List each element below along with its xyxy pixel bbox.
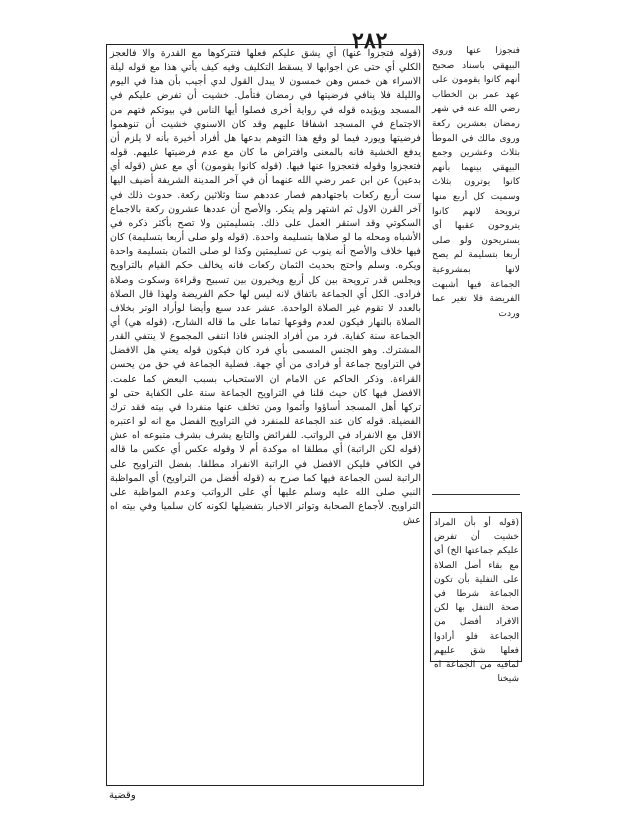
catchword: وقضية bbox=[109, 790, 136, 801]
margin-divider bbox=[432, 494, 520, 495]
margin-lower-note: (قوله أو بأن المراد خشيت أن تفرض عليكم جماعتها الخ) أي مع بقاء أصل الصلاة على النفلية بأن تكون الجماعة شرطا في صحة التنفل بها لكن الافراد أفضل من الجماعة فلو أرادوا فعلها شق عليهم لمافيه من الجماعة اه شيخنا bbox=[434, 518, 519, 685]
margin-upper-text: فنجوزا عنها وروى البيهقي باسناد صحيح أنهم كانوا يقومون على عهد عمر بن الخطاب رضي الله عنه في شهر رمضان بعشرين ركعة وروى مالك في الموطأ بثلاث وعشرين وجمع البيهقي بينهما بأنهم كانوا يوترون بثلاث وسميت كل أربع منها ترويحة لانهم كانوا يتروحون عقبها أي يستريحون ولو صلى أربعا بتسليمة لم يصح لانها بمشروعية الجماعة فيها أشبهت الفريضة فلا تغير عما وردت bbox=[432, 45, 520, 319]
main-commentary-text: (قوله فتجزوا عنها) أي يشق عليكم فعلها فتتركوها مع القدرة والا فالعجز الكلي أي حتى عن اجوابها لا يسقط التكليف وفيه كيف يأتي هذا مع قوله ليلة الاسراء هن خمس وهن خمسون لا يبدل القول لدي أجيب بأن هذا في اليوم والليلة فلا ينافي فرضيتها في رمضان فتأمل. خشيت أن تفرض عليكم في المسجد ويؤيده قوله في رواية أخرى فصلوا أيها الناس في بيوتكم فتهم من الاجتماع في المسجد اشفاقا عليهم وقد كان الاسنوي خشيت أن تنوهموا فرضيتها ويورد فيما لو وقع هذا التوهم بدعها هل أفراد أخيرة بأنه لا يلزم أن يدفع الخشية فانه بالمعنى وافتراض ما كان مع عدم فرضيتها عليهم. قوله فتعجزوا وقوله فتعجزوا عنها فيها. (قوله كانوا يقومون) أي مع عش (قوله أي بدعين) عن ابن عمر رضي الله عنهما أن في آخر المدينة الشريفة أضيف اليها ست أربع ركعات باجتهادهم فصار عددهم ستا وثلاثين ركعة. حدوث ذلك في آخر القرن الاول ثم اشتهر ولم ينكر. والأصح أن عددها عشرون ركعة بالاجماع السكوتي وقد استقر العمل على ذلك. بتسليمتين ولا تصح بأكثر ذكره في الأشباه ومحله ما لو صلاها بتسليمة واحدة. (قوله ولو صلى أربعا بتسليمة) كان فيها خلاف والأصح أنه ينوب عن تسليمتين وكذا لو صلى الثمان بتسليمة واحدة ويكره. وسلم واحتج بحديث الثمان ركعات فانه يخالف حكم القيام بالتراويح ويجلس قدر ترويحة بين كل أربع ويخيرون بين تسبيح وقراءة وسكوت وصلاة فرادى. الكل أي الجماعة باتفاق لانه ليس لها حكم الفريضة ولهذا قال الصلاة بالعدد لا تقوم غير الصلاة الواحدة. عشر عدد سبع وأيضا لوأراد الوتر بخلاف الصلاة بالنهار فيكون لعدم وقوعها تماما على ما قاله الشارح، (قوله هي) أي الجماعة سنة كفاية. فرد من أفراد الجنس فاذا انتفى المجموع لا ينتفي القدر المشترك. وهو الجنس المسمى بأي فرد كان فيكون قوله يعني هل الافضل في التراويح جماعة أو فرادى من أي جهة. فضلية الجماعة في حق من يحسن القراءة. وذكر الحاكم عن الامام ان الاستحباب بسبب البعض كما علمت. الافضل فيها كان حيث قلنا في التراويح الجماعة سنة على الكفاية حتى لو تركها أهل المسجد أساؤوا وأثموا ومن تخلف عنها منفردا في بيته فقد ترك الفضيلة. قوله كان عند الجماعة للمنفرد في التراويح الفضل مع انه لو اعتبره الاقل مع الانفراد في الرواتب. للفرائض والتابع يشرف بشرف متبوعه اه عش (قوله لكن الراتبة) أي مطلقا اه موكدة أم لا وقوله عكس أي عكس ما قاله في الكافي فليكن الافضل في الراتبة الانفراد مطلقا. بفضل التراويح على الراتبة لسن الجماعة فيها كما صرح به (قوله أفضل من التراويح) أي المواظبة النبي صلى الله عليه وسلم عليها أي على الرواتب وعدم المواظبة على التراويح. لأجماع الصحابة وتواتر الاخبار بتفضيلها لكونه كان سلميا وفي بيته اه عش bbox=[110, 48, 421, 527]
page-number: ٢٨٢ bbox=[352, 28, 388, 54]
